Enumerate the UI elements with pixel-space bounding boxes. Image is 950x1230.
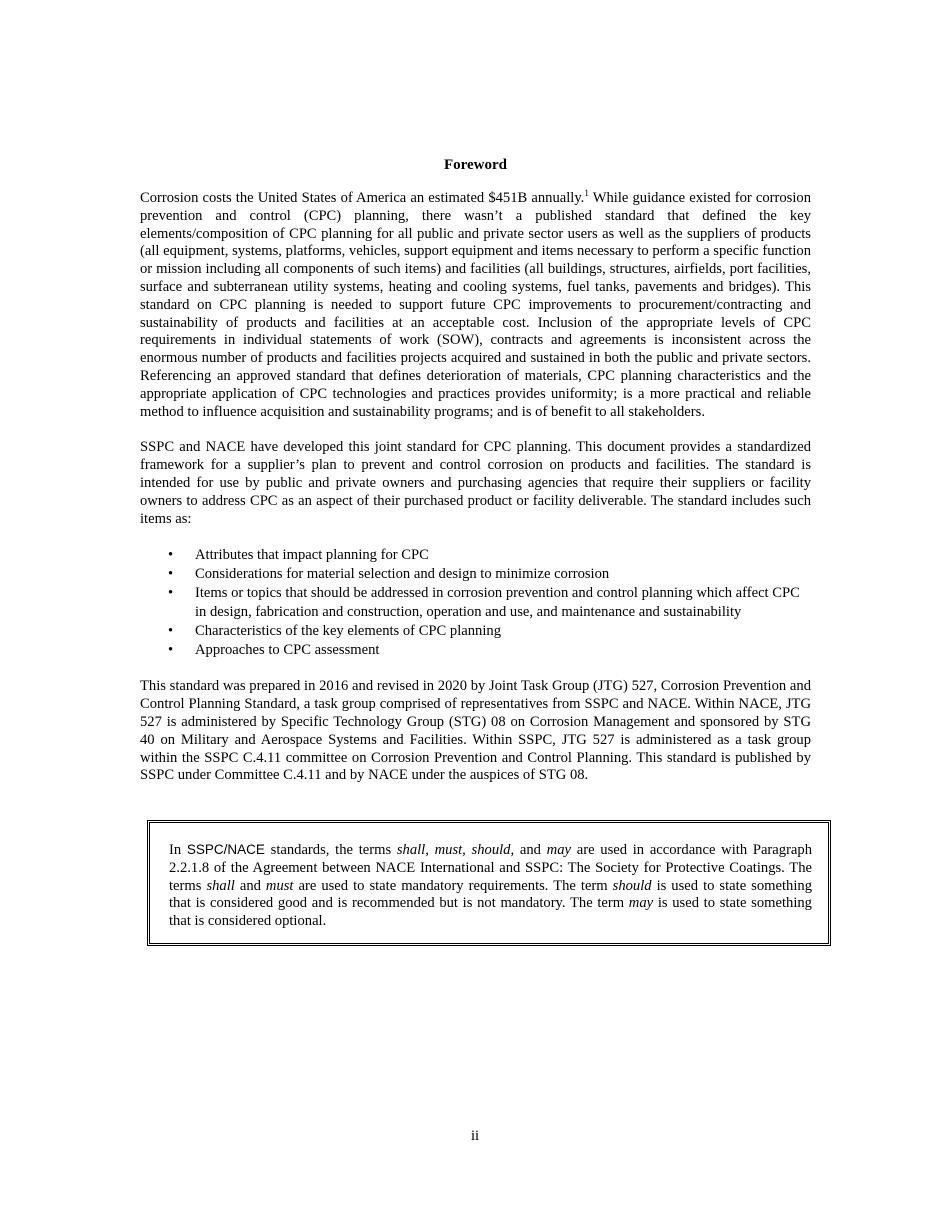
bullet-icon: • — [168, 566, 174, 583]
note-term: may — [628, 895, 654, 912]
note-text-part: is used to state something that is considered optional. — [169, 895, 812, 930]
list-item-text: Characteristics of the key elements of CPC planning — [195, 623, 501, 640]
document-body — [140, 156, 811, 785]
note-text — [169, 841, 812, 931]
note-term: shall — [206, 877, 235, 894]
paragraph-1-text: Corrosion costs the United States of America an estimated $451B annually. — [140, 190, 585, 206]
bullet-list — [140, 546, 811, 660]
paragraph-3: This standard was prepared in 2016 and revised in 2020 by Joint Task Group (JTG) 527, Corrosion Prevention and Control Planning Standard, a task group comprised of representatives from SSPC and NACE. Within NACE, JTG 527 is administered by Specific Technology Group (STG) 08 on Corrosion Management and sponsored by STG 40 on Military and Aerospace Systems and Facilities. Within SSPC, JTG 527 is administered as a task group within the SSPC C.4.11 committee on Corrosion Prevention and Control Planning. This standard is published by SSPC under Committee C.4.11 and by NACE under the auspices of STG 08. — [140, 678, 811, 784]
note-box — [147, 820, 831, 946]
note-org-name: SSPC/NACE — [186, 842, 265, 857]
bullet-icon: • — [168, 547, 174, 564]
note-text-part: standards, the terms — [264, 842, 397, 858]
page-title: Foreword — [443, 157, 508, 173]
paragraph-1-rest: While guidance existed for corrosion prevention and control (CPC) planning, there wasn’t a published standard that defined the key elements/composition of CPC planning for all public and private sector users as well as the suppliers of products (all equipment, systems, platforms, vehicles, support equipment and items necessary to perform a specific function or mission including all components of such items) and facilities (all buildings, structures, airfields, port facilities, surface and subterranean utility systems, heating and cooling systems, fuel tanks, pavements and bridges). This standard on CPC planning is needed to support future CPC improvements to procurement/contracting and sustainability of products and facilities at an acceptable cost. Inclusion of the appropriate levels of CPC requirements in individual statements of work (SOW), contracts and agreements is inconsistent across the enormous number of products and facilities projects acquired and sustained in both the public and private sectors. Referencing an approved standard that defines deterioration of materials, CPC planning characteristics and the appropriate application of CPC technologies and practices provides uniformity; is a more practical and reliable method to influence acquisition and sustainability programs; and is of benefit to all stakeholders. — [140, 190, 811, 420]
footnote-ref[interactable]: 1 — [584, 188, 589, 199]
note-text-part: is used to state something that is considered good and is recommended but is not mandatory. The term — [169, 877, 812, 912]
note-text-part: and — [234, 877, 266, 894]
note-term: should — [612, 877, 652, 894]
list-item — [140, 546, 811, 565]
list-item-text: Approaches to CPC assessment — [195, 642, 380, 659]
list-item — [140, 584, 811, 622]
list-item — [140, 622, 811, 641]
note-text-part: In — [169, 842, 187, 858]
list-item-text: Attributes that impact planning for CPC — [195, 547, 429, 564]
list-item — [140, 641, 811, 660]
bullet-icon: • — [168, 642, 174, 659]
list-item-text: Items or topics that should be addressed in corrosion prevention and control planning which affect CPC in design, fabrication and construction, operation and use, and maintenance and sustainability — [195, 585, 800, 621]
page-number: ii — [470, 1128, 480, 1144]
note-text-part: are used in accordance with Paragraph 2.2.1.8 of the Agreement between NACE International and SSPC: The Society for Protective Coatings. The terms — [169, 842, 812, 894]
list-item-text: Considerations for material selection and design to minimize corrosion — [195, 566, 610, 583]
paragraph-1 — [140, 190, 811, 421]
note-text-part: are used to state mandatory requirements. The term — [293, 877, 613, 894]
note-text-part: and — [514, 842, 547, 858]
note-term: must — [265, 877, 294, 894]
paragraph-2: SSPC and NACE have developed this joint standard for CPC planning. This document provides a standardized framework for a supplier’s plan to prevent and control corrosion on products and facilities. The standard is intended for use by public and private owners and purchasing agencies that require their suppliers or facility owners to address CPC as an aspect of their purchased product or facility deliverable. The standard includes such items as: — [140, 439, 811, 527]
list-item — [140, 565, 811, 584]
bullet-icon: • — [168, 585, 174, 602]
note-term: may — [546, 842, 571, 858]
note-term: shall, must, should, — [396, 842, 515, 858]
bullet-icon: • — [168, 623, 174, 640]
